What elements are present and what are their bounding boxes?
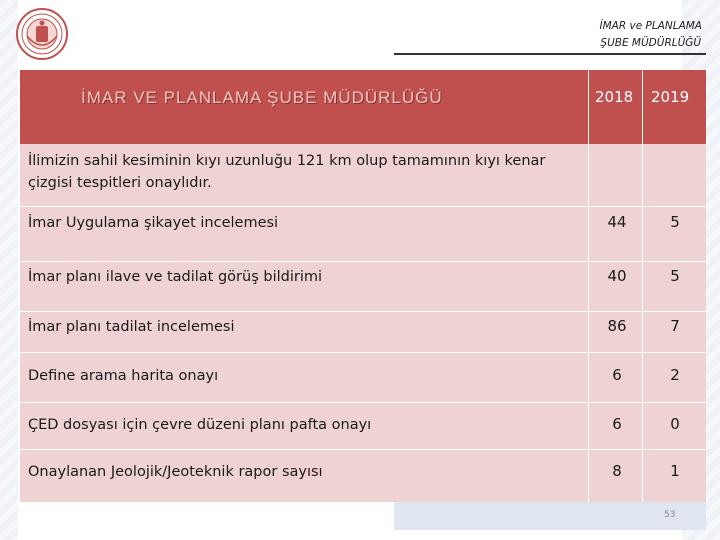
column-header-2019: 2019: [651, 88, 690, 106]
unit-header-line1: İMAR ve PLANLAMA: [599, 20, 702, 32]
table-cell-2019: 0: [670, 415, 680, 433]
row-divider: [20, 449, 706, 450]
intro-text: İlimizin sahil kesiminin kıyı uzunluğu 121 km olup tamamının kıyı kenar çizgisi tespitleri onaylıdır.: [28, 153, 546, 191]
table-cell-2018: 40: [607, 267, 627, 285]
column-header-2018: 2018: [595, 88, 634, 106]
footer-bar: [394, 502, 706, 530]
page-number: 53: [664, 510, 676, 520]
column-divider: [642, 70, 643, 502]
table-row-label: ÇED dosyası için çevre düzeni planı pafta onayı: [28, 417, 372, 433]
table-row-label: İmar planı tadilat incelemesi: [28, 319, 235, 335]
table-cell-2018: 6: [612, 415, 622, 433]
table-row-label: İmar planı ilave ve tadilat görüş bildirimi: [28, 269, 323, 285]
table-row-label: Define arama harita onayı: [28, 368, 219, 384]
table-row-label: İmar Uygulama şikayet incelemesi: [28, 215, 279, 231]
row-divider: [20, 311, 706, 312]
background-stripes-left: [0, 0, 18, 540]
table-cell-2019: 1: [670, 462, 680, 480]
column-divider: [588, 70, 589, 502]
table-cell-2019: 5: [670, 213, 680, 231]
table-title: İMAR VE PLANLAMA ŞUBE MÜDÜRLÜĞÜ: [81, 88, 443, 107]
table-cell-2018: 8: [612, 462, 622, 480]
header-divider: [394, 53, 706, 55]
table-cell-2018: 44: [607, 213, 627, 231]
row-divider: [20, 206, 706, 207]
table-cell-2019: 5: [670, 267, 680, 285]
table-row-label: Onaylanan Jeolojik/Jeoteknik rapor sayısı: [28, 464, 323, 480]
row-divider: [20, 261, 706, 262]
table-cell-2018: 6: [612, 366, 622, 384]
row-divider: [20, 352, 706, 353]
unit-header: [600, 18, 702, 52]
ministry-seal-logo: [14, 6, 70, 62]
unit-header-line2: ŞUBE MÜDÜRLÜĞÜ: [600, 37, 702, 49]
table-cell-2018: 86: [607, 317, 627, 335]
row-divider: [20, 402, 706, 403]
table-cell-2019: 2: [670, 366, 680, 384]
table-cell-2019: 7: [670, 317, 680, 335]
